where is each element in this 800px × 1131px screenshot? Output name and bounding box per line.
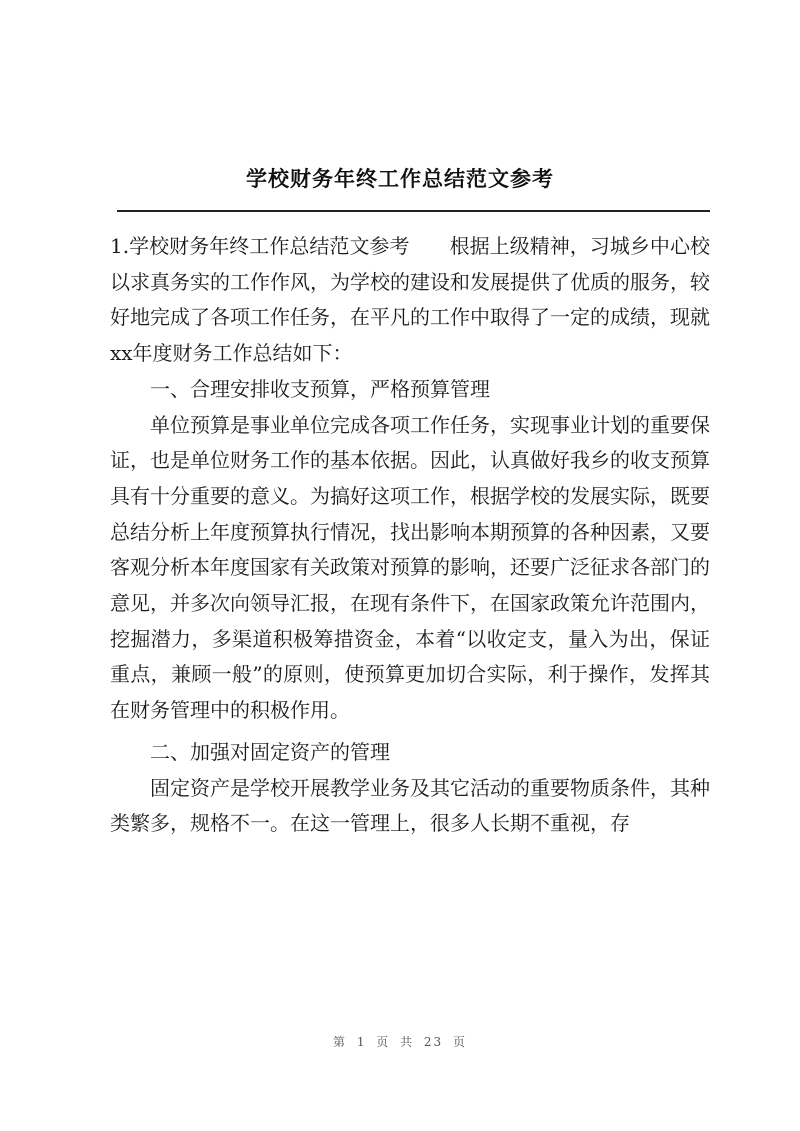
paragraph-budget: 单位预算是事业单位完成各项工作任务，实现事业计划的重要保证，也是单位财务工作的基本依据。因此，认真做好我乡的收支预算具有十分重要的意义。为搞好这项工作，根据学校的发展实际，既要总结分析上年度预算执行情况，找出影响本期预算的各种因素，又要客观分析本年度国家有关政策对预算的影响，还要广泛征求各部门的意见，并多次向领导汇报，在现有条件下，在国家政策允许范围内，挖掘潜力，多渠道积极筹措资金，本着“以收定支，量入为出，保证重点，兼顾一般”的原则，使预算更加切合实际，利于操作，发挥其在财务管理中的积极作用。 [110,412,710,723]
document-title: 学校财务年终工作总结范文参考 [246,166,554,191]
document-body [110,229,710,842]
section-heading-2: 二、加强对固定资产的管理 [150,739,390,764]
page-number-footer: 第 1 页 共 23 页 [333,1035,467,1049]
paragraph-intro: 1.学校财务年终工作总结范文参考 根据上级精神，习城乡中心校以求真务实的工作作风，为学校的建设和发展提供了优质的服务，较好地完成了各项工作任务，在平凡的工作中取得了一定的成绩，现就xx年度财务工作总结如下： [110,234,710,366]
paragraph-fixed-assets: 固定资产是学校开展教学业务及其它活动的重要物质条件，其种类繁多，规格不一。在这一管理上，很多人长期不重视，存 [110,775,710,836]
title-divider [117,210,710,212]
section-heading-1: 一、合理安排收支预算，严格预算管理 [150,376,490,401]
